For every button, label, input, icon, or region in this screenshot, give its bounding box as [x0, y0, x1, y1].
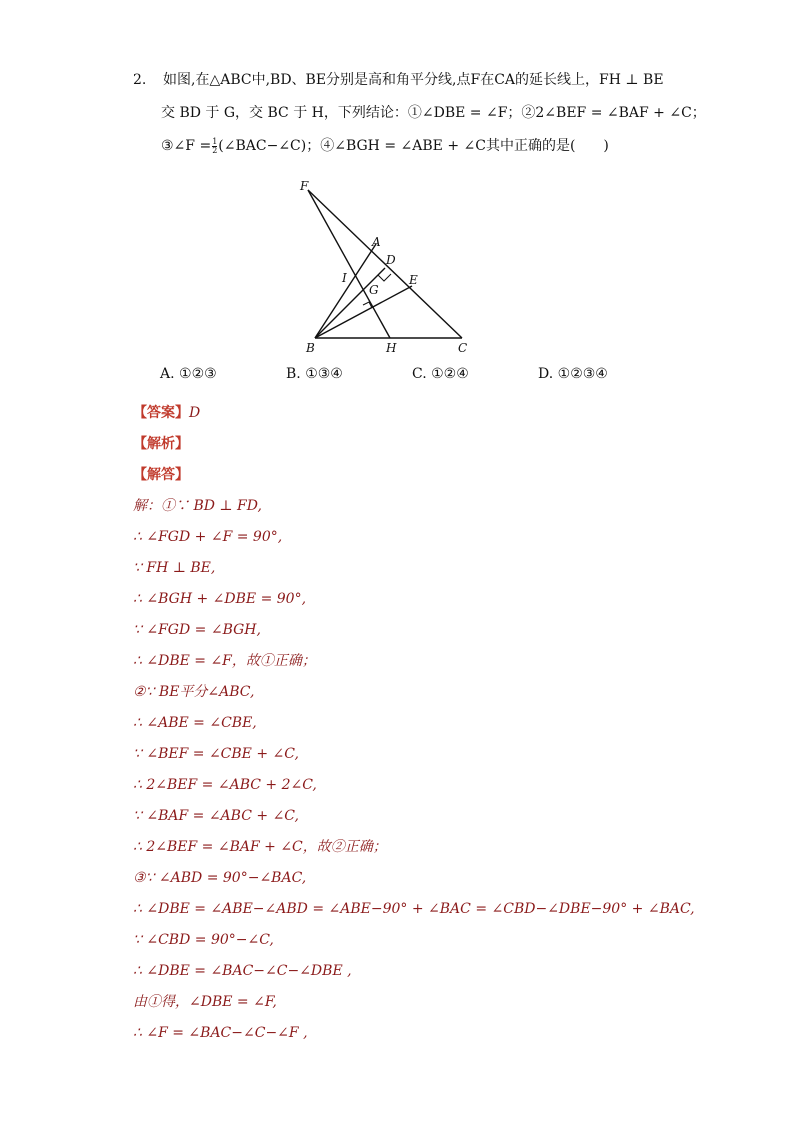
solution-line: ∵ ∠BEF = ∠CBE + ∠C, [133, 746, 299, 762]
solution-line: ∴ 2∠BEF = ∠ABC + 2∠C, [133, 777, 317, 793]
option-text: ①②④ [431, 366, 469, 382]
solution-line: ③∵ ∠ABD = 90°−∠BAC, [133, 870, 307, 886]
label-C: C [458, 341, 468, 355]
question-text-3b: (∠BAC−∠C)；④∠BGH = ∠ABE + ∠C其中正确的是( ) [218, 138, 609, 154]
solution-section [133, 398, 733, 1049]
solution-line: ∴ ∠F = ∠BAC−∠C−∠F , [133, 1025, 308, 1041]
solution-line: ②∵ BE平分∠ABC, [133, 684, 255, 700]
segment-BE [315, 286, 412, 338]
solution-line: ∴ ∠ABE = ∠CBE, [133, 715, 257, 731]
solution-line: ∵ ∠FGD = ∠BGH, [133, 622, 261, 638]
solution-line: ∴ ∠DBE = ∠ABE−∠ABD = ∠ABE−90° + ∠BAC = ∠CBD−∠DBE−90° + ∠BAC, [133, 901, 695, 917]
question-number: 2. [133, 72, 147, 88]
option-b[interactable] [286, 366, 412, 382]
solution-line: ∵ ∠BAF = ∠ABC + ∠C, [133, 808, 299, 824]
solution-line: ∴ ∠FGD + ∠F = 90°, [133, 529, 283, 545]
label-H: H [386, 341, 397, 355]
segment-FC [308, 190, 462, 338]
answer-label: 【答案】 [133, 405, 189, 421]
fraction-denominator: 2 [212, 145, 218, 155]
label-A: A [372, 235, 381, 249]
answer-line [133, 398, 733, 429]
solution-line: ∴ 2∠BEF = ∠BAF + ∠C，故②正确； [133, 839, 387, 855]
label-D: D [386, 253, 396, 267]
option-letter: C. [412, 366, 427, 382]
option-a[interactable] [160, 366, 286, 382]
solution-line: ∴ ∠DBE = ∠BAC−∠C−∠DBE , [133, 963, 352, 979]
solution-line: ∴ ∠DBE = ∠F，故①正确； [133, 653, 316, 669]
analysis-label: 【解析】 [133, 436, 189, 452]
solution-line: 解：①∵ BD ⊥ FD, [133, 498, 262, 514]
geometry-figure [290, 172, 480, 360]
question-line-1 [133, 64, 693, 97]
solution-line: ∵ FH ⊥ BE, [133, 560, 216, 576]
label-B: B [306, 341, 315, 355]
label-I: I [342, 271, 347, 285]
option-letter: B. [286, 366, 301, 382]
label-F: F [300, 179, 309, 193]
solution-line: ∵ ∠CBD = 90°−∠C, [133, 932, 274, 948]
fraction-numerator: 1 [212, 136, 218, 146]
segment-BD [315, 268, 385, 338]
question-line-3 [133, 130, 693, 163]
option-c[interactable] [412, 366, 538, 382]
question-block [133, 64, 706, 163]
label-E: E [409, 273, 418, 287]
option-text: ①③④ [305, 366, 343, 382]
question-line-2: 交 BD 于 G，交 BC 于 H，下列结论：①∠DBE = ∠F；②2∠BEF = ∠BAF + ∠C； [161, 105, 706, 121]
option-letter: A. [160, 366, 175, 382]
question-text-1: 如图,在△ABC中,BD、BE分别是高和角平分线,点F在CA的延长线上，FH ⊥ BE [163, 72, 664, 88]
label-G: G [369, 283, 379, 297]
fraction-one-half [212, 138, 217, 155]
solution-line: 由①得，∠DBE = ∠F, [133, 994, 277, 1010]
option-text: ①②③④ [557, 366, 608, 382]
option-d[interactable] [538, 366, 664, 382]
answer-options [160, 366, 680, 382]
answer-value: D [189, 405, 201, 421]
question-text-3a: ③∠F = [161, 138, 212, 154]
solution-line: ∴ ∠BGH + ∠DBE = 90°, [133, 591, 307, 607]
right-angle-mark-D [378, 274, 391, 281]
option-letter: D. [538, 366, 554, 382]
option-text: ①②③ [179, 366, 217, 382]
segment-FH [308, 190, 390, 338]
solution-label: 【解答】 [133, 467, 189, 483]
